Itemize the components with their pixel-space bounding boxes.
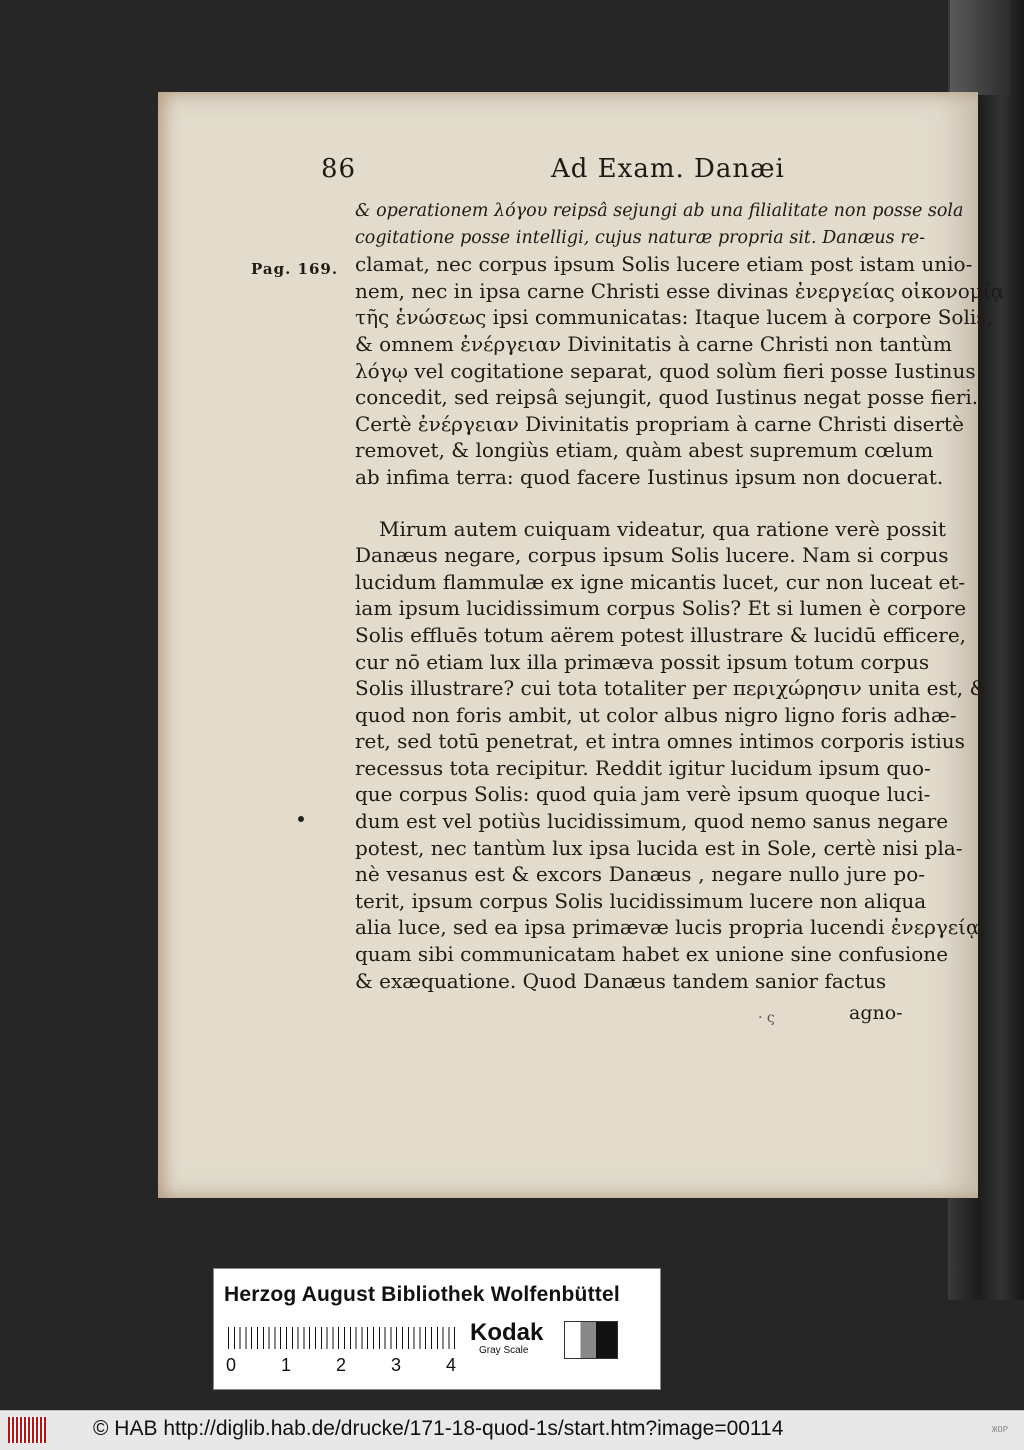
margin-note: Pag. 169. bbox=[251, 260, 339, 278]
running-head: Ad Exam. Danæi bbox=[551, 154, 785, 184]
text-line: potest, nec tantùm lux ipsa lucida est in Sole, certè nisi pla- bbox=[355, 835, 963, 860]
text-line: terit, ipsum corpus Solis lucidissimum lucere non aliqua bbox=[355, 888, 927, 913]
gray-scale-patch bbox=[564, 1321, 618, 1359]
body-text bbox=[355, 198, 1005, 994]
paragraph-gap bbox=[355, 491, 925, 516]
text-line: concedit, sed reipsâ sejungit, quod Iustinus negat posse fieri. bbox=[355, 385, 979, 410]
stray-marks: · ς bbox=[758, 1010, 775, 1026]
text-line: ab infima terra: quod facere Iustinus ipsum non docuerat. bbox=[355, 464, 944, 489]
ink-dot bbox=[298, 816, 304, 822]
text-line: ret, sed totū penetrat, et intra omnes intimos corporis istius bbox=[355, 729, 965, 754]
library-title: Herzog August Bibliothek Wolfenbüttel bbox=[224, 1283, 620, 1306]
text-line: Mirum autem cuiquam videatur, qua ratione verè possit bbox=[379, 516, 946, 541]
text-line: Danæus negare, corpus ipsum Solis lucere. Nam si corpus bbox=[355, 543, 949, 568]
text-line: & exæquatione. Quod Danæus tandem sanior factus bbox=[355, 968, 887, 993]
text-line: alia luce, sed ea ipsa primævæ lucis propria lucendi ἐνεργείᾳ, bbox=[355, 915, 986, 940]
catchword: agno- bbox=[849, 1002, 903, 1024]
text-line: quam sibi communicatam habet ex unione sine confusione bbox=[355, 942, 949, 967]
text-line: Certè ἐνέργειαν Divinitatis propriam à carne Christi disertè bbox=[355, 411, 964, 436]
ruler-numbers bbox=[226, 1355, 466, 1379]
text-line: λόγῳ vel cogitatione separat, quod solùm fieri posse Iustinus bbox=[355, 358, 976, 383]
ruler-number: 1 bbox=[281, 1355, 292, 1375]
text-line: Solis effluēs totum aërem potest illustrare & lucidū efficere, bbox=[355, 622, 967, 647]
footer-mark: ЖОР bbox=[992, 1425, 1009, 1435]
text-line: dum est vel potiùs lucidissimum, quod nemo sanus negare bbox=[355, 809, 949, 834]
text-line: clamat, nec corpus ipsum Solis lucere etiam post istam unio- bbox=[355, 252, 973, 277]
gray-scale-label: Gray Scale bbox=[479, 1345, 529, 1356]
text-line: cogitatione posse intelligi, cujus naturæ propria sit. Danæus re- bbox=[355, 227, 925, 248]
text-line: removet, & longiùs etiam, quàm abest supremum cœlum bbox=[355, 438, 934, 463]
text-line: cur nō etiam lux illa primæva possit ipsum totum corpus bbox=[355, 649, 930, 674]
ruler-number: 3 bbox=[391, 1355, 402, 1375]
ruler-number: 0 bbox=[226, 1355, 237, 1375]
text-line: nem, nec in ipsa carne Christi esse divinas ἐνεργείας οἰκονομίᾳ bbox=[355, 278, 1005, 303]
kodak-logo: Kodak bbox=[470, 1319, 544, 1346]
page-number: 86 bbox=[321, 154, 357, 184]
text-line: recessus tota recipitur. Reddit igitur lucidum ipsum quo- bbox=[355, 755, 931, 780]
text-line: & operationem λόγου reipsâ sejungi ab una filialitate non posse sola bbox=[355, 201, 964, 221]
text-line: iam ipsum lucidissimum corpus Solis? Et si lumen è corpore bbox=[355, 596, 967, 621]
hab-logo-icon bbox=[8, 1417, 46, 1443]
text-line: & omnem ἐνέργειαν Divinitatis à carne Christi non tantùm bbox=[355, 331, 952, 356]
ruler-number: 4 bbox=[446, 1355, 457, 1375]
library-label bbox=[213, 1268, 661, 1390]
text-line: Solis illustrare? cui tota totaliter per περιχώρησιν unita est, & bbox=[355, 676, 988, 701]
footer-bar bbox=[0, 1410, 1024, 1450]
text-line: lucidum flammulæ ex igne micantis lucet, cur non luceat et- bbox=[355, 569, 966, 594]
ruler-number: 2 bbox=[336, 1355, 347, 1375]
text-line: τῆς ἑνώσεως ipsi communicatas: Itaque lucem à corpore Solis, bbox=[355, 305, 993, 330]
scale-ruler bbox=[228, 1327, 460, 1349]
book-page bbox=[158, 92, 1005, 1198]
text-line: nè vesanus est & excors Danæus , negare nullo jure po- bbox=[355, 862, 925, 887]
text-line: que corpus Solis: quod quia jam verè ipsum quoque luci- bbox=[355, 782, 931, 807]
text-line: quod non foris ambit, ut color albus nigro ligno foris adhæ- bbox=[355, 702, 957, 727]
book-spine-top bbox=[950, 0, 1010, 95]
footer-url-text: © HAB http://diglib.hab.de/drucke/171-18-quod-1s/start.htm?image=00114 bbox=[93, 1417, 784, 1440]
